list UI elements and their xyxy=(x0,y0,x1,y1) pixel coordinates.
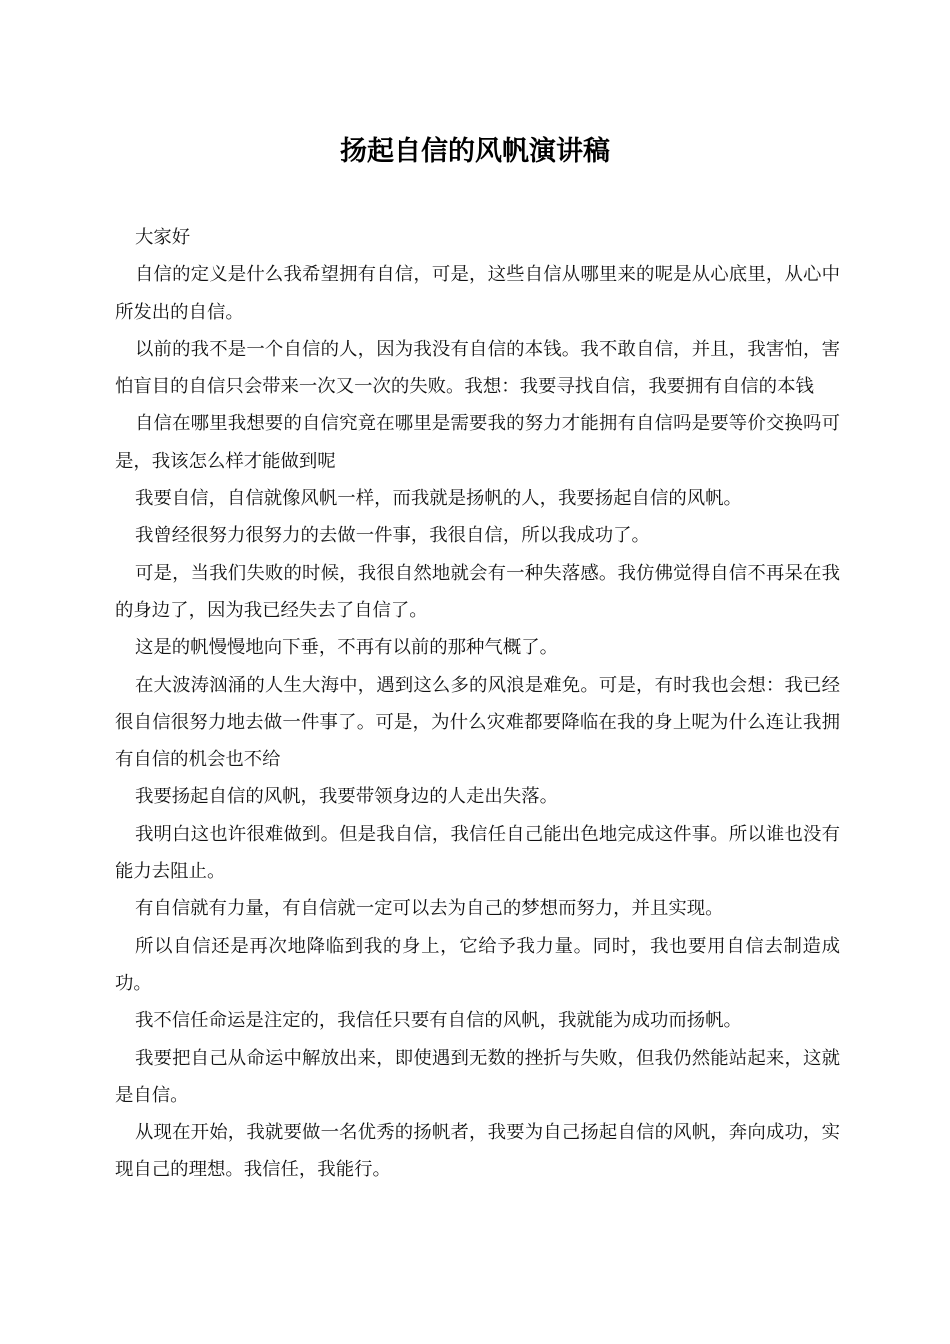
paragraph: 我要扬起自信的风帆，我要带领身边的人走出失落。 xyxy=(135,786,558,808)
paragraph: 我要把自己从命运中解放出来，即使遇到无数的挫折与失败，但我仍然能站起来，这就是自信。 xyxy=(115,1047,840,1106)
paragraph: 自信在哪里我想要的自信究竟在哪里是需要我的努力才能拥有自信吗是要等价交换吗可是，我该怎么样才能做到呢 xyxy=(115,413,840,472)
paragraph: 我不信任命运是注定的，我信任只要有自信的风帆，我就能为成功而扬帆。 xyxy=(135,1010,742,1032)
paragraph: 自信的定义是什么我希望拥有自信，可是，这些自信从哪里来的呢是从心底里，从心中所发出的自信。 xyxy=(115,264,840,323)
paragraph: 我曾经很努力很努力的去做一件事，我很自信，所以我成功了。 xyxy=(135,525,650,547)
paragraph: 我要自信，自信就像风帆一样，而我就是扬帆的人，我要扬起自信的风帆。 xyxy=(135,488,742,510)
paragraph: 这是的帆慢慢地向下垂，不再有以前的那种气概了。 xyxy=(135,637,558,659)
paragraph: 所以自信还是再次地降临到我的身上，它给予我力量。同时，我也要用自信去制造成功。 xyxy=(115,935,840,994)
paragraph: 在大波涛汹涌的人生大海中，遇到这么多的风浪是难免。可是，有时我也会想：我已经很自信很努力地去做一件事了。可是，为什么灾难都要降临在我的身上呢为什么连让我拥有自信的机会也不给 xyxy=(115,674,840,771)
paragraph: 以前的我不是一个自信的人，因为我没有自信的本钱。我不敢自信，并且，我害怕，害怕盲目的自信只会带来一次又一次的失败。我想：我要寻找自信，我要拥有自信的本钱 xyxy=(115,338,840,398)
paragraph: 可是，当我们失败的时候，我很自然地就会有一种失落感。我仿佛觉得自信不再呆在我的身边了，因为我已经失去了自信了。 xyxy=(115,562,840,621)
paragraph: 有自信就有力量，有自信就一定可以去为自己的梦想而努力，并且实现。 xyxy=(135,898,724,920)
paragraph: 我明白这也许很难做到。但是我自信，我信任自己能出色地完成这件事。所以谁也没有能力去阻止。 xyxy=(115,823,840,883)
paragraph: 大家好 xyxy=(135,227,191,248)
document-title: 扬起自信的风帆演讲稿 xyxy=(340,136,610,167)
paragraph: 从现在开始，我就要做一名优秀的扬帆者，我要为自己扬起自信的风帆，奔向成功，实现自己的理想。我信任，我能行。 xyxy=(115,1122,840,1181)
document-body xyxy=(115,219,840,1189)
